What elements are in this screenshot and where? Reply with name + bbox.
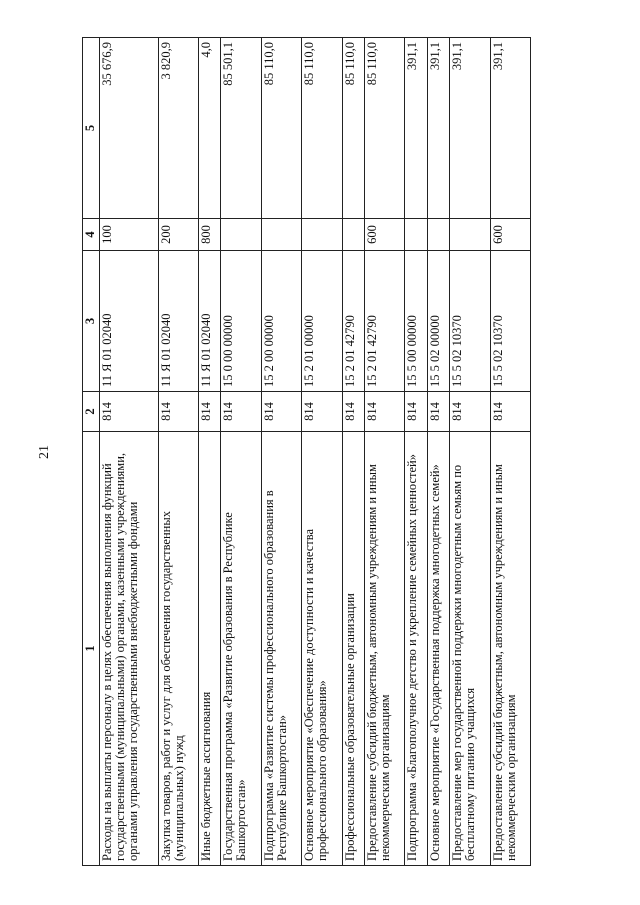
budget-table xyxy=(82,37,531,866)
row-code: 814 xyxy=(199,392,221,432)
row-classification: 11 Я 01 02040 xyxy=(199,251,221,392)
row-description: Расходы на выплаты персоналу в целях обеспечения выполнения функций государственными (муниципальными) органами, казенными учреждениями, органами управления государственными внебюджетными фондами xyxy=(100,432,159,866)
row-classification: 11 Я 01 02040 xyxy=(100,251,159,392)
header-col-2: 2 xyxy=(83,392,100,432)
row-sum: 85 110,0 xyxy=(342,38,364,219)
row-code: 814 xyxy=(490,392,531,432)
row-code: 814 xyxy=(100,392,159,432)
row-sum: 85 110,0 xyxy=(302,38,342,219)
row-expense-type xyxy=(405,219,427,251)
table-row xyxy=(158,38,198,866)
page-number: 21 xyxy=(37,445,52,459)
table-row xyxy=(427,38,449,866)
row-sum: 3 820,9 xyxy=(158,38,198,219)
table-row xyxy=(221,38,261,866)
row-code: 814 xyxy=(365,392,405,432)
table-row xyxy=(199,38,221,866)
row-sum: 391,1 xyxy=(427,38,449,219)
row-description: Основное мероприятие «Государственная поддержка многодетных семей» xyxy=(427,432,449,866)
row-expense-type: 800 xyxy=(199,219,221,251)
table-row xyxy=(365,38,405,866)
row-classification: 15 2 01 42790 xyxy=(365,251,405,392)
row-expense-type xyxy=(261,219,301,251)
row-sum: 391,1 xyxy=(450,38,490,219)
table-row xyxy=(342,38,364,866)
row-classification: 15 5 02 10370 xyxy=(490,251,531,392)
row-expense-type xyxy=(221,219,261,251)
row-classification: 15 5 00 00000 xyxy=(405,251,427,392)
row-code: 814 xyxy=(302,392,342,432)
row-classification: 15 5 02 10370 xyxy=(450,251,490,392)
table-row xyxy=(261,38,301,866)
row-classification: 15 5 02 00000 xyxy=(427,251,449,392)
row-classification: 15 0 00 00000 xyxy=(221,251,261,392)
row-description: Иные бюджетные ассигнования xyxy=(199,432,221,866)
row-code: 814 xyxy=(342,392,364,432)
row-description: Подпрограмма «Благополучное детство и укрепление семейных ценностей» xyxy=(405,432,427,866)
row-code: 814 xyxy=(427,392,449,432)
row-classification: 15 2 01 00000 xyxy=(302,251,342,392)
header-col-1: 1 xyxy=(83,432,100,866)
row-description: Государственная программа «Развитие образования в Республике Башкортостан» xyxy=(221,432,261,866)
header-col-3: 3 xyxy=(83,251,100,392)
row-expense-type: 600 xyxy=(490,219,531,251)
row-sum: 85 110,0 xyxy=(365,38,405,219)
row-sum: 85 110,0 xyxy=(261,38,301,219)
table-row xyxy=(302,38,342,866)
row-expense-type: 100 xyxy=(100,219,159,251)
row-expense-type xyxy=(427,219,449,251)
table-row xyxy=(405,38,427,866)
row-sum: 85 501,1 xyxy=(221,38,261,219)
row-code: 814 xyxy=(450,392,490,432)
row-description: Предоставление субсидий бюджетным, автономным учреждениям и иным некоммерческим организациям xyxy=(365,432,405,866)
row-expense-type: 200 xyxy=(158,219,198,251)
row-sum: 35 676,9 xyxy=(100,38,159,219)
row-description: Основное мероприятие «Обеспечение доступности и качества профессионального образования» xyxy=(302,432,342,866)
row-expense-type xyxy=(302,219,342,251)
row-expense-type xyxy=(450,219,490,251)
header-col-5: 5 xyxy=(83,38,100,219)
row-description: Предоставление мер государственной поддержки многодетным семьям по бесплатному питанию учащихся xyxy=(450,432,490,866)
row-description: Профессиональные образовательные организации xyxy=(342,432,364,866)
table-row xyxy=(450,38,490,866)
row-code: 814 xyxy=(405,392,427,432)
row-code: 814 xyxy=(221,392,261,432)
rotated-table-wrapper xyxy=(82,38,531,866)
row-sum: 4,0 xyxy=(199,38,221,219)
row-description: Закупка товаров, работ и услуг для обеспечения государственных (муниципальных) нужд xyxy=(158,432,198,866)
row-description: Предоставление субсидий бюджетным, автономным учреждениям и иным некоммерческим организациям xyxy=(490,432,531,866)
row-expense-type: 600 xyxy=(365,219,405,251)
row-sum: 391,1 xyxy=(405,38,427,219)
row-expense-type xyxy=(342,219,364,251)
row-code: 814 xyxy=(261,392,301,432)
row-description: Подпрограмма «Развитие системы профессионального образования в Республике Башкортостан» xyxy=(261,432,301,866)
row-classification: 15 2 00 00000 xyxy=(261,251,301,392)
rotated-table-content xyxy=(82,38,531,866)
header-col-4: 4 xyxy=(83,219,100,251)
table-row xyxy=(100,38,159,866)
row-classification: 11 Я 01 02040 xyxy=(158,251,198,392)
row-classification: 15 2 01 42790 xyxy=(342,251,364,392)
table-header-row xyxy=(83,38,100,866)
table-row xyxy=(490,38,531,866)
row-code: 814 xyxy=(158,392,198,432)
row-sum: 391,1 xyxy=(490,38,531,219)
